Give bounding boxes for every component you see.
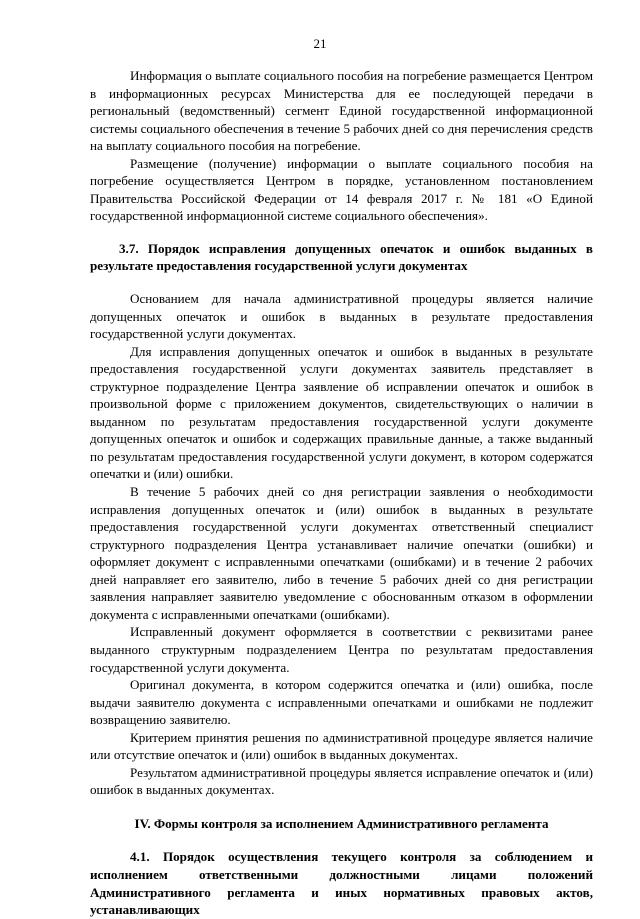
spacer [90,275,593,290]
paragraph: Критерием принятия решения по административной процедуре является наличие или отсутствие опечаток и (или) ошибок в выданных документах. [90,729,593,763]
paragraph: Оригинал документа, в котором содержится опечатка и (или) ошибка, после выдачи заявителю документа с исправленными опечатками и ошибками не подлежит возвращению заявителю. [90,677,593,728]
paragraph: Информация о выплате социального пособия на погребение размещается Центром в информационных ресурсах Министерства для ее последующей передачи в региональный (ведомственный) сегмент Единой государственной информационной системы социального обеспечения в течение 5 рабочих дней со дня перечисления средств на выплату социального пособия на погребение. [90,68,593,154]
paragraph: Основанием для начала административной процедуры является наличие допущенных опечаток и ошибок в выданных в результате предоставления государственной услуги документах. [90,291,593,342]
paragraph: В течение 5 рабочих дней со дня регистрации заявления о необходимости исправления допущенных опечаток и (или) ошибок в выданных в результате предоставления государственной услуги документах ответственный специалист структурного подразделения Центра устанавливает наличие опечатки (ошибки) и оформляет документ с исправленными опечатками (ошибками) и в течение 2 рабочих дней направляет его заявителю, либо в течение 5 рабочих дней со дня регистрации заявления направляет заявителю уведомление с обоснованным отказом в оформлении документа с исправленными опечатками (ошибками). [90,484,593,622]
page-number: 21 [313,36,327,51]
spacer [90,832,593,848]
paragraph: Исправленный документ оформляется в соответствии с реквизитами ранее выданного структурным подразделением Центра по результатам предоставления государственной услуги документа. [90,624,593,675]
paragraph: Размещение (получение) информации о выплате социального пособия на погребение осуществляется Центром в порядке, установленном постановлением Правительства Российской Федерации от 14 февраля 2017 г. № 181 «О Единой государственной информационной системе социального обеспечения». [90,155,593,224]
paragraph: Для исправления допущенных опечаток и ошибок в выданных в результате предоставления государственной услуги документах заявитель представляет в структурное подразделение Центра заявление об исправлении опечаток и ошибок в произвольной форме с приложением документов, свидетельствующих о наличии в выданном по результатам предоставления государственной услуги документе допущенных опечаток и ошибок и содержащих правильные данные, а также выданный по результатам предоставления государственной услуги документ, в котором содержатся опечатки и (или) ошибки. [90,343,593,482]
section-3-7-heading: 3.7. Порядок исправления допущенных опечаток и ошибок выданных в результате предоставления государственной услуги документах [90,240,593,274]
paragraph: Результатом административной процедуры является исправление опечаток и (или) ошибок в выданных документах. [90,764,593,798]
document-body [90,67,593,919]
section-4-1-heading: 4.1. Порядок осуществления текущего контроля за соблюдением и исполнением ответственными должностными лицами положений Административного регламента и иных нормативных правовых актов, устанавливающих [90,849,593,918]
spacer [90,799,593,815]
spacer [90,225,593,240]
section-iv-heading: IV. Формы контроля за исполнением Административного регламента [134,815,549,831]
